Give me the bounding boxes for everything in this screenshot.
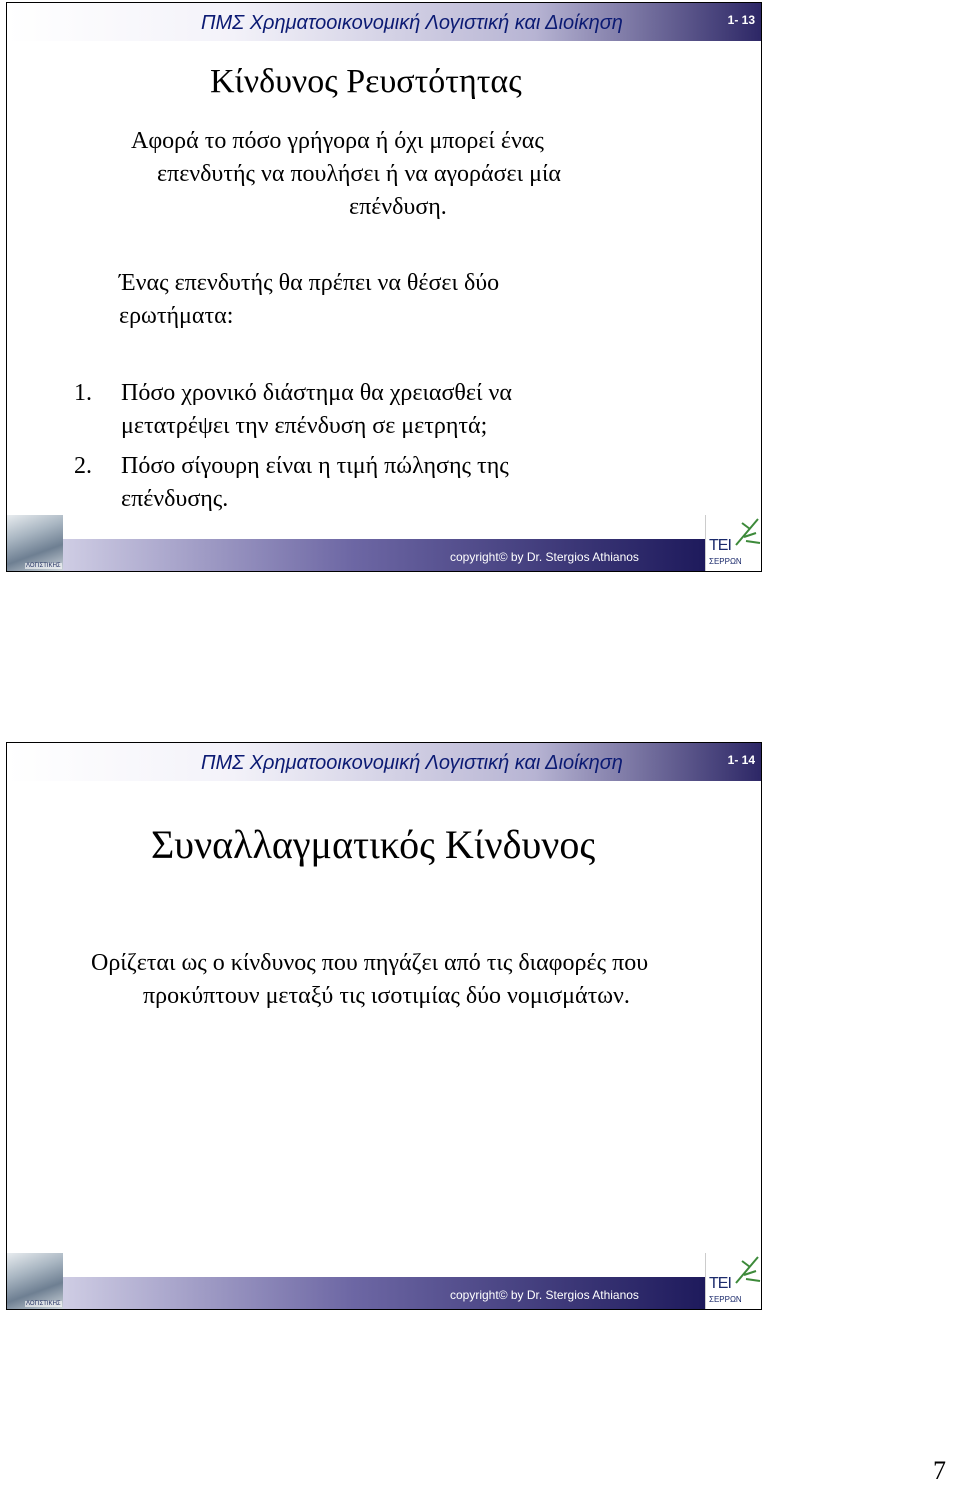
body-line: Ορίζεται ως ο κίνδυνος που πηγάζει από τις διαφορές που <box>91 950 649 976</box>
body-line: επενδυτής να πουλήσει ή να αγοράσει μία <box>157 161 561 187</box>
slide-header <box>7 743 761 781</box>
slide-footer <box>7 515 761 571</box>
slide-title: Κίνδυνος Ρευστότητας <box>210 63 522 100</box>
page-number: 7 <box>933 1456 946 1485</box>
copyright-text: copyright© by Dr. Stergios Athianos <box>450 550 639 564</box>
department-logo-label: ΛΟΓΙΣΤΙΚΗΣ <box>26 1301 61 1307</box>
slide-footer <box>7 1253 761 1309</box>
footer-band <box>63 539 705 571</box>
list-marker: 2. <box>74 453 92 479</box>
slide-number: 1- 14 <box>727 753 755 767</box>
footer-band <box>63 1277 705 1309</box>
course-title: ΠΜΣ Χρηματοοικονομική Λογιστική και Διοίκηση <box>201 12 623 34</box>
body-line: Ένας επενδυτής θα πρέπει να θέσει δύο <box>119 270 500 296</box>
slide-number: 1- 13 <box>727 13 755 27</box>
slide-13 <box>6 2 762 572</box>
list-item-1-line: μετατρέψει την επένδυση σε μετρητά; <box>121 413 488 439</box>
tei-serres-logo <box>705 515 761 571</box>
course-title: ΠΜΣ Χρηματοοικονομική Λογιστική και Διοίκηση <box>201 752 623 774</box>
tei-logo-text: ΤΕΙ <box>709 537 731 554</box>
tei-logo-text: ΤΕΙ <box>709 1275 731 1292</box>
slide-14 <box>6 742 762 1310</box>
department-logo-label: ΛΟΓΙΣΤΙΚΗΣ <box>26 563 61 569</box>
tei-serres-logo <box>705 1253 761 1309</box>
list-item-2-line: Πόσο σίγουρη είναι η τιμή πώλησης της <box>121 453 509 479</box>
department-logo <box>7 1253 63 1309</box>
department-logo <box>7 515 63 571</box>
serron-logo-text: ΣΕΡΡΩΝ <box>709 557 742 566</box>
body-line: ερωτήματα: <box>119 303 234 329</box>
serron-logo-text: ΣΕΡΡΩΝ <box>709 1295 742 1304</box>
slide-header <box>7 3 761 41</box>
list-item-1-line: Πόσο χρονικό διάστημα θα χρειασθεί να <box>121 380 512 406</box>
list-marker: 1. <box>74 380 92 406</box>
body-line: επένδυση. <box>349 194 447 220</box>
slide-title: Συναλλαγματικός Κίνδυνος <box>151 822 596 867</box>
copyright-text: copyright© by Dr. Stergios Athianos <box>450 1288 639 1302</box>
body-line: προκύπτουν μεταξύ τις ισοτιμίας δύο νομισμάτων. <box>143 983 630 1009</box>
list-item-2-line: επένδυσης. <box>121 486 229 512</box>
body-line: Αφορά το πόσο γρήγορα ή όχι μπορεί ένας <box>131 128 544 154</box>
